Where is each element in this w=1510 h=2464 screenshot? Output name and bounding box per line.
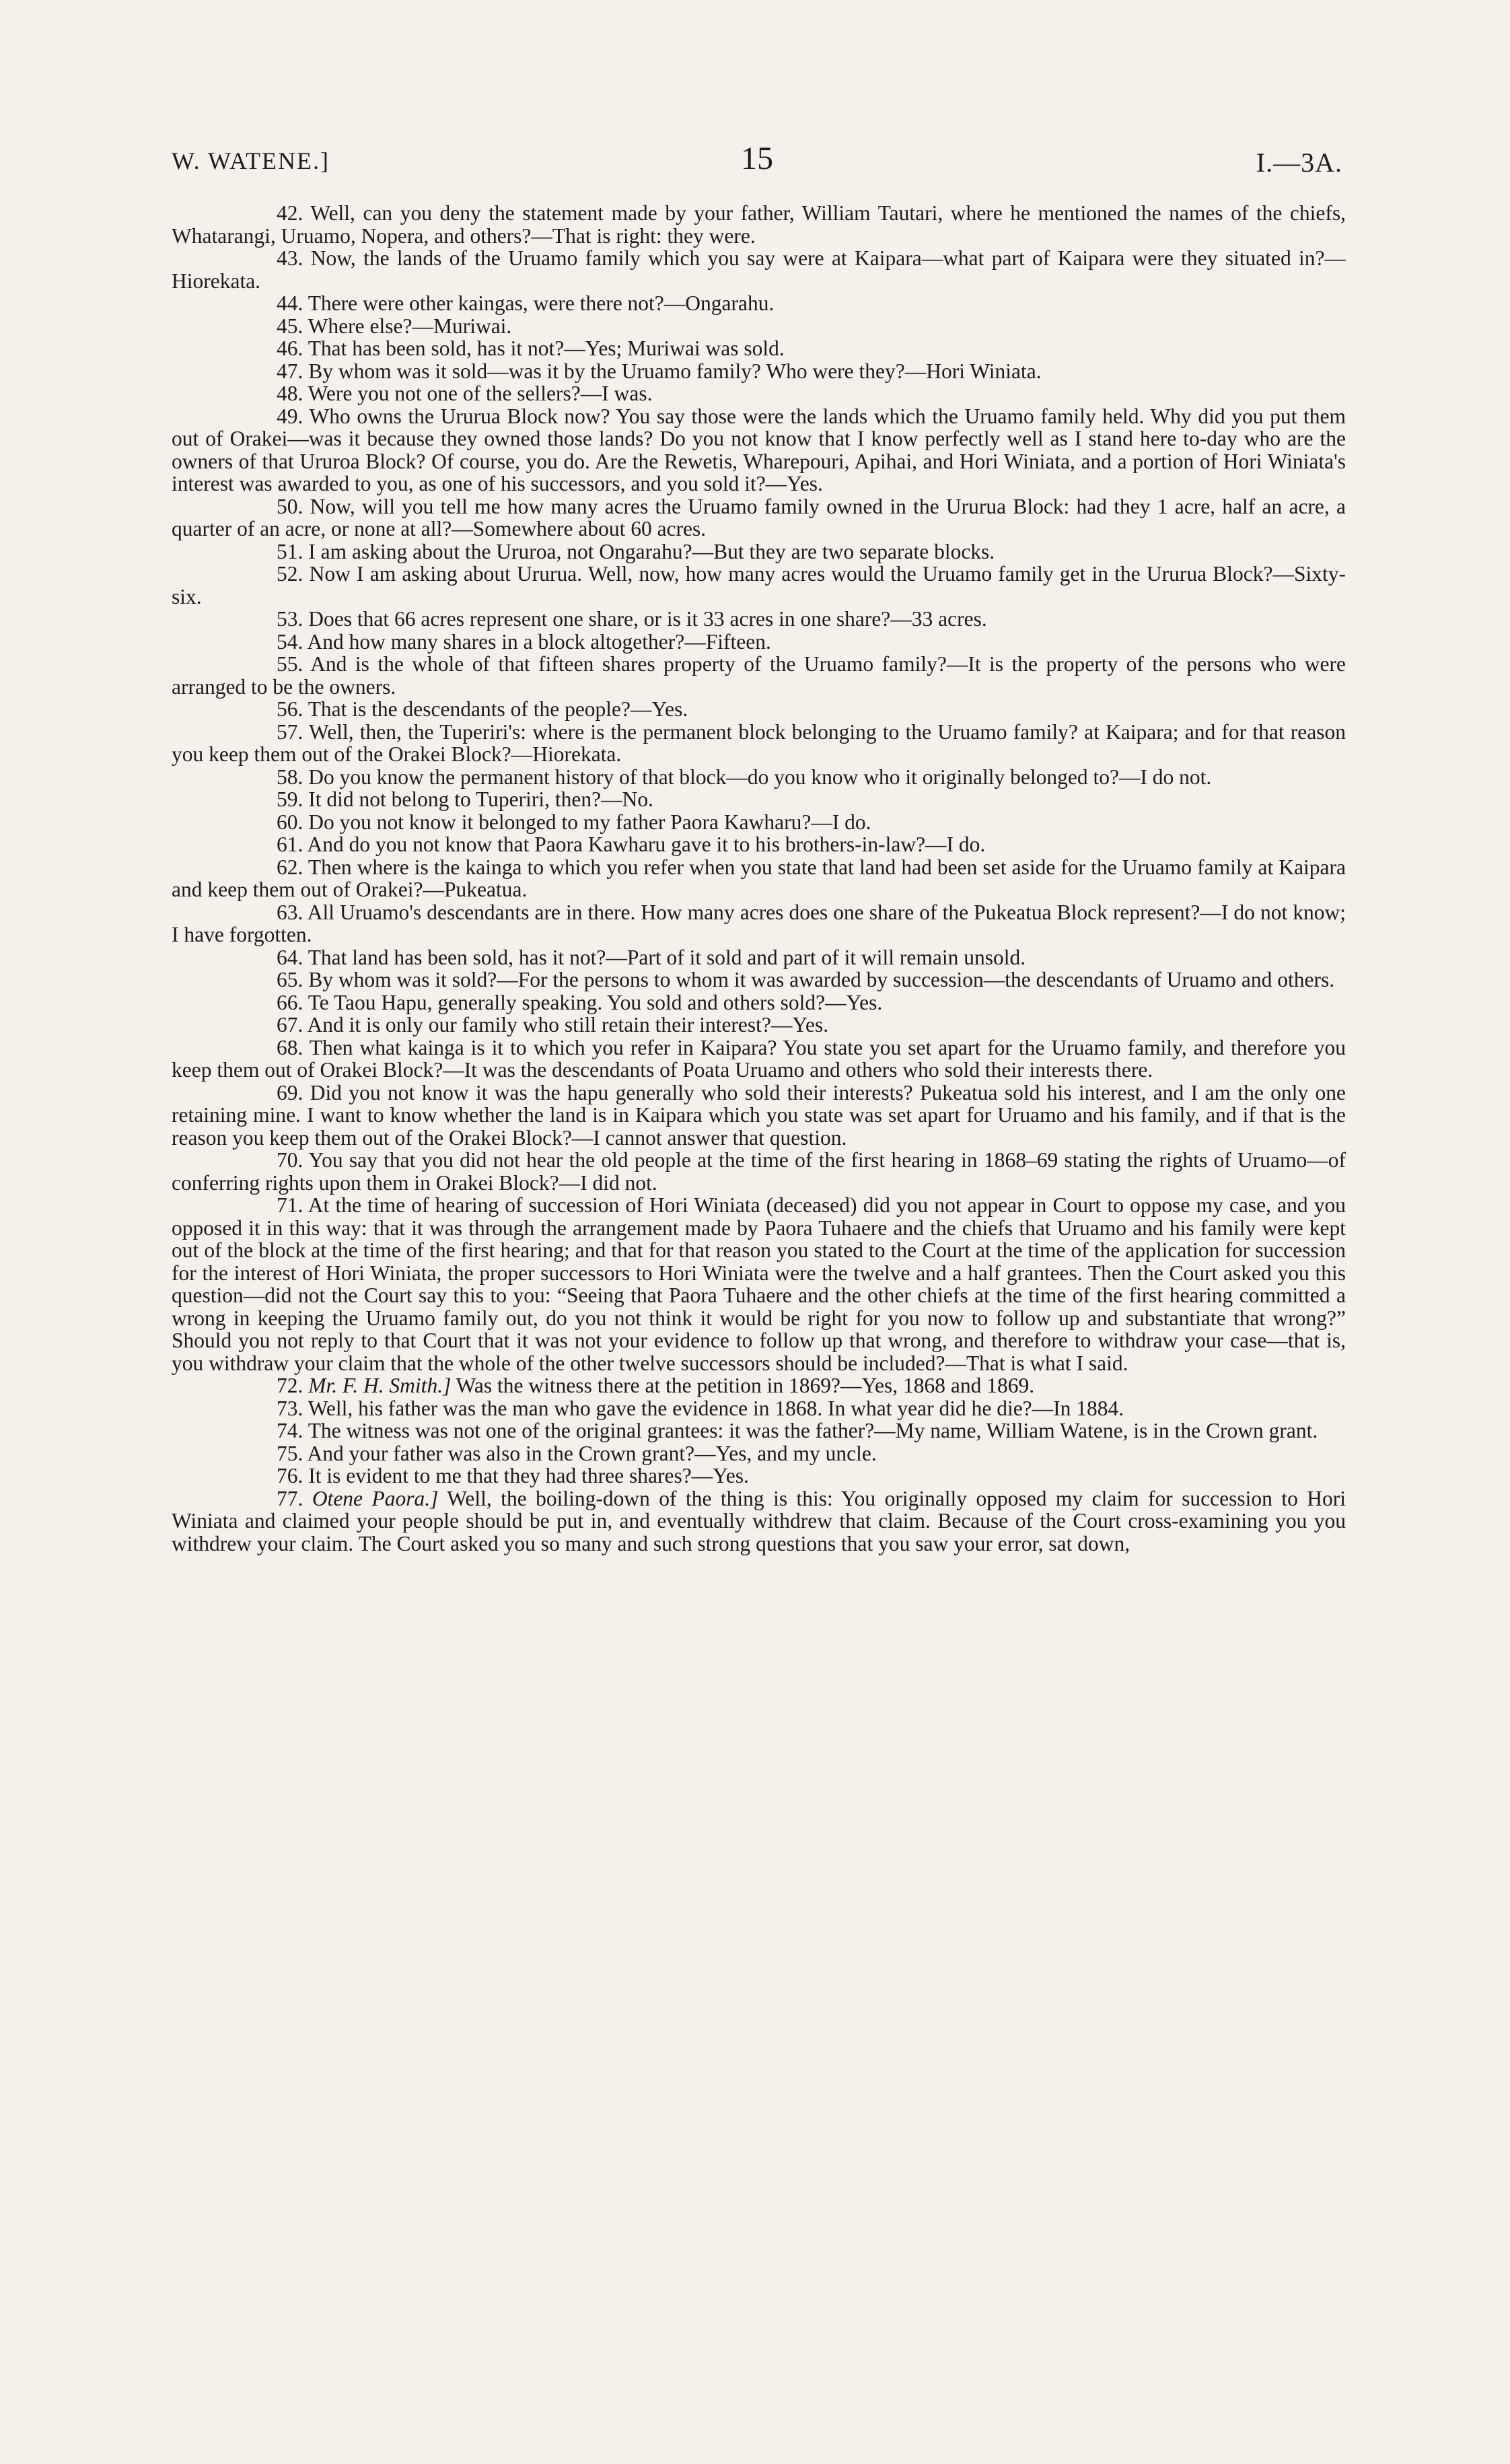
question-answer-paragraph: [172, 360, 1346, 383]
paragraph-text: Well, can you deny the statement made by your father, William Tautari, where he mentioned the names of the chiefs, Whatarangi, Uruamo, Nopera, and others?—That is right: they were.: [172, 201, 1346, 248]
question-answer-paragraph: [172, 1149, 1346, 1194]
question-answer-paragraph: [172, 631, 1346, 654]
paragraph-text: Was the witness there at the petition in 1869?—Yes, 1868 and 1869.: [456, 1374, 1035, 1397]
paragraph-text: Do you not know it belonged to my father Paora Kawharu?—I do.: [308, 810, 871, 834]
paragraph-text: All Uruamo's descendants are in there. How many acres does one share of the Pukeatua Block represent?—I do not know; I have forgotten.: [172, 900, 1346, 946]
paragraph-text: That has been sold, has it not?—Yes; Muriwai was sold.: [308, 337, 785, 360]
question-answer-paragraph: [172, 991, 1346, 1014]
question-answer-paragraph: [172, 856, 1346, 901]
paragraph-number: 48.: [277, 382, 303, 405]
question-answer-paragraph: [172, 653, 1346, 698]
paragraph-number: 53.: [277, 607, 303, 631]
paragraph-text: Do you know the permanent history of that block—do you know who it originally belonged to?—I do not.: [308, 765, 1212, 789]
question-answer-paragraph: [172, 1442, 1346, 1465]
paragraph-number: 67.: [277, 1013, 303, 1036]
speaker-label: Mr. F. H. Smith.]: [308, 1374, 452, 1397]
question-answer-paragraph: [172, 721, 1346, 766]
question-answer-paragraph: [172, 292, 1346, 315]
page-header: [172, 141, 1342, 187]
question-answer-paragraph: [172, 247, 1346, 292]
paragraph-number: 74.: [277, 1419, 303, 1442]
paragraph-number: 77.: [277, 1486, 303, 1510]
question-answer-paragraph: [172, 202, 1346, 247]
paragraph-text: Where else?—Muriwai.: [308, 314, 512, 338]
question-answer-paragraph: [172, 315, 1346, 338]
paragraph-number: 68.: [277, 1035, 303, 1059]
question-answer-paragraph: [172, 563, 1346, 608]
paragraph-text: And is the whole of that fifteen shares property of the Uruamo family?—It is the property of the persons who were arranged to be the owners.: [172, 652, 1346, 699]
paragraph-text: By whom was it sold?—For the persons to whom it was awarded by succession—the descendants of Uruamo and others.: [308, 968, 1335, 991]
paragraph-text: Now I am asking about Ururua. Well, now, how many acres would the Uruamo family get in the Ururua Block?—Sixty-six.: [172, 562, 1346, 608]
paragraph-text: Then where is the kainga to which you refer when you state that land had been set aside for the Uruamo family at Kaipara and keep them out of Orakei?—Pukeatua.: [172, 855, 1346, 901]
paragraph-number: 58.: [277, 765, 303, 789]
question-answer-paragraph: [172, 1374, 1346, 1397]
paragraph-number: 46.: [277, 337, 303, 360]
question-answer-paragraph: [172, 1082, 1346, 1150]
paragraph-text: That land has been sold, has it not?—Part of it sold and part of it will remain unsold.: [308, 945, 1026, 969]
paragraph-text: Were you not one of the sellers?—I was.: [308, 382, 653, 405]
question-answer-paragraph: [172, 1419, 1346, 1442]
paragraph-number: 72.: [277, 1374, 303, 1397]
paragraph-text: By whom was it sold—was it by the Uruamo family? Who were they?—Hori Winiata.: [308, 359, 1042, 383]
paragraph-text: Now, will you tell me how many acres the Uruamo family owned in the Ururua Block: had they 1 acre, half an acre, a quarter of an acre, or none at all?—Somewhere about 60 acres.: [172, 494, 1346, 540]
question-answer-paragraph: [172, 811, 1346, 834]
paragraph-number: 44.: [277, 291, 303, 315]
paragraph-text: Well, his father was the man who gave the evidence in 1868. In what year did he die?—In 1884.: [308, 1396, 1124, 1420]
transcript-body: [172, 202, 1346, 1555]
question-answer-paragraph: [172, 405, 1346, 495]
paragraph-number: 70.: [277, 1148, 303, 1172]
paragraph-number: 54.: [277, 629, 303, 654]
question-answer-paragraph: [172, 1487, 1346, 1555]
paragraph-text: The witness was not one of the original grantees: it was the father?—My name, William Watene, is in the Crown grant.: [308, 1419, 1318, 1442]
paragraph-number: 42.: [277, 201, 303, 225]
paragraph-text: I am asking about the Ururoa, not Ongarahu?—But they are two separate blocks.: [308, 539, 995, 563]
paragraph-text: There were other kaingas, were there not?—Ongarahu.: [308, 291, 775, 315]
paragraph-number: 69.: [277, 1080, 303, 1104]
paragraph-number: 73.: [277, 1396, 303, 1420]
paragraph-text: Now, the lands of the Uruamo family which you say were at Kaipara—what part of Kaipara were they situated in?—Hiorekata.: [172, 246, 1346, 293]
question-answer-paragraph: [172, 833, 1346, 856]
paragraph-number: 66.: [277, 990, 303, 1014]
paragraph-number: 62.: [277, 855, 303, 879]
question-answer-paragraph: [172, 1194, 1346, 1374]
paragraph-text: Te Taou Hapu, generally speaking. You sold and others sold?—Yes.: [308, 990, 883, 1014]
paragraph-text: Did you not know it was the hapu generally who sold their interests? Pukeatua sold his interest, and I am the only one retaining mine. I want to know whether the land is in Kaipara which you state was set apart for Uruamo and his family, and if that is the reason you keep them out of the Orakei Block?—I cannot answer that question.: [172, 1080, 1346, 1150]
question-answer-paragraph: [172, 788, 1346, 811]
header-witness-name: W. WATENE.]: [172, 147, 330, 174]
paragraph-number: 64.: [277, 945, 303, 969]
paragraph-text: And how many shares in a block altogether?—Fifteen.: [307, 629, 771, 654]
question-answer-paragraph: [172, 495, 1346, 540]
question-answer-paragraph: [172, 337, 1346, 360]
paragraph-text: And your father was also in the Crown grant?—Yes, and my uncle.: [307, 1441, 877, 1465]
paragraph-text: You say that you did not hear the old people at the time of the first hearing in 1868–69 stating the rights of Uruamo—of conferring rights upon them in Orakei Block?—I did not.: [172, 1148, 1346, 1195]
paragraph-text: Well, then, the Tuperiri's: where is the permanent block belonging to the Uruamo family? at Kaipara; and for that reason you keep them out of the Orakei Block?—Hiorekata.: [172, 719, 1346, 766]
paragraph-number: 71.: [277, 1193, 303, 1217]
question-answer-paragraph: [172, 1465, 1346, 1487]
paragraph-number: 63.: [277, 900, 303, 924]
paragraph-number: 61.: [277, 833, 303, 856]
question-answer-paragraph: [172, 1397, 1346, 1420]
paragraph-number: 52.: [277, 562, 303, 586]
paragraph-number: 59.: [277, 787, 303, 811]
question-answer-paragraph: [172, 901, 1346, 946]
paragraph-number: 76.: [277, 1464, 303, 1487]
paragraph-text: Who owns the Ururua Block now? You say those were the lands which the Uruamo family held. Why did you put them out of Orakei—was it because they owned those lands? Do you not know that I know perfectly well as I stand here to-day who are the owners of that Ururoa Block? Of course, you do. Are the Rewetis, Wharepouri, Apihai, and Hori Winiata, and a portion of Hori Winiata's interest was awarded to you, as one of his successors, and you sold it?—Yes.: [172, 404, 1346, 495]
paragraph-number: 55.: [277, 652, 303, 676]
paragraph-text: Does that 66 acres represent one share, or is it 33 acres in one share?—33 acres.: [308, 607, 987, 631]
question-answer-paragraph: [172, 1014, 1346, 1036]
paragraph-number: 56.: [277, 697, 303, 721]
paragraph-number: 75.: [277, 1441, 303, 1465]
question-answer-paragraph: [172, 698, 1346, 721]
paragraph-text: It did not belong to Tuperiri, then?—No.: [308, 787, 653, 811]
question-answer-paragraph: [172, 1036, 1346, 1082]
paragraph-number: 47.: [277, 359, 303, 383]
paragraph-text: It is evident to me that they had three shares?—Yes.: [308, 1464, 749, 1487]
paragraph-number: 45.: [277, 314, 303, 338]
paragraph-number: 60.: [277, 810, 303, 834]
speaker-label: Otene Paora.]: [312, 1486, 439, 1510]
paragraph-text: Then what kainga is it to which you refer in Kaipara? You state you set apart for the Uruamo family, and therefore you keep them out of Orakei Block?—It was the descendants of Poata Uruamo and others who sold their interests there.: [172, 1035, 1346, 1082]
question-answer-paragraph: [172, 540, 1346, 563]
document-reference: I.—3A.: [1256, 147, 1342, 178]
paragraph-number: 65.: [277, 968, 303, 991]
paragraph-text: Well, the boiling-down of the thing is this: You originally opposed my claim for succession to Hori Winiata and claimed your people should be put in, and eventually withdrew that claim. Because of the Court cross-examining you you withdrew your claim. The Court asked you so many and such strong questions that you saw your error, sat down,: [172, 1486, 1346, 1555]
paragraph-text: At the time of hearing of succession of Hori Winiata (deceased) did you not appear in Court to oppose my case, and you opposed it in this way: that it was through the arrangement made by Paora Tuhaere and the chiefs that Uruamo and his family were kept out of the block at the time of the first hearing; and that for that reason you stated to the Court at the time of the application for succession for the interest of Hori Winiata, the proper successors to Hori Winiata were the twelve and a half grantees. Then the Court asked you this question—did not the Court say this to you: “Seeing that Paora Tuhaere and the other chiefs at the time of the first hearing committed a wrong in keeping the Uruamo family out, do you not think it would be right for you now to follow up and substantiate that wrong?” Should you not reply to that Court that it was not your evidence to follow up that wrong, and therefore to withdraw your case—that is, you withdraw your claim that the whole of the other twelve successors should be included?—That is what I said.: [172, 1193, 1346, 1375]
question-answer-paragraph: [172, 946, 1346, 969]
page-number: 15: [741, 141, 773, 176]
question-answer-paragraph: [172, 766, 1346, 789]
paragraph-number: 49.: [277, 404, 303, 428]
paragraph-text: And do you not know that Paora Kawharu gave it to his brothers-in-law?—I do.: [307, 833, 986, 856]
question-answer-paragraph: [172, 382, 1346, 405]
paragraph-number: 57.: [277, 719, 303, 744]
question-answer-paragraph: [172, 969, 1346, 991]
paragraph-number: 50.: [277, 494, 303, 518]
question-answer-paragraph: [172, 608, 1346, 631]
paragraph-number: 51.: [277, 539, 303, 563]
paragraph-number: 43.: [277, 246, 303, 270]
paragraph-text: And it is only our family who still retain their interest?—Yes.: [307, 1013, 829, 1036]
paragraph-text: That is the descendants of the people?—Yes.: [308, 697, 688, 721]
